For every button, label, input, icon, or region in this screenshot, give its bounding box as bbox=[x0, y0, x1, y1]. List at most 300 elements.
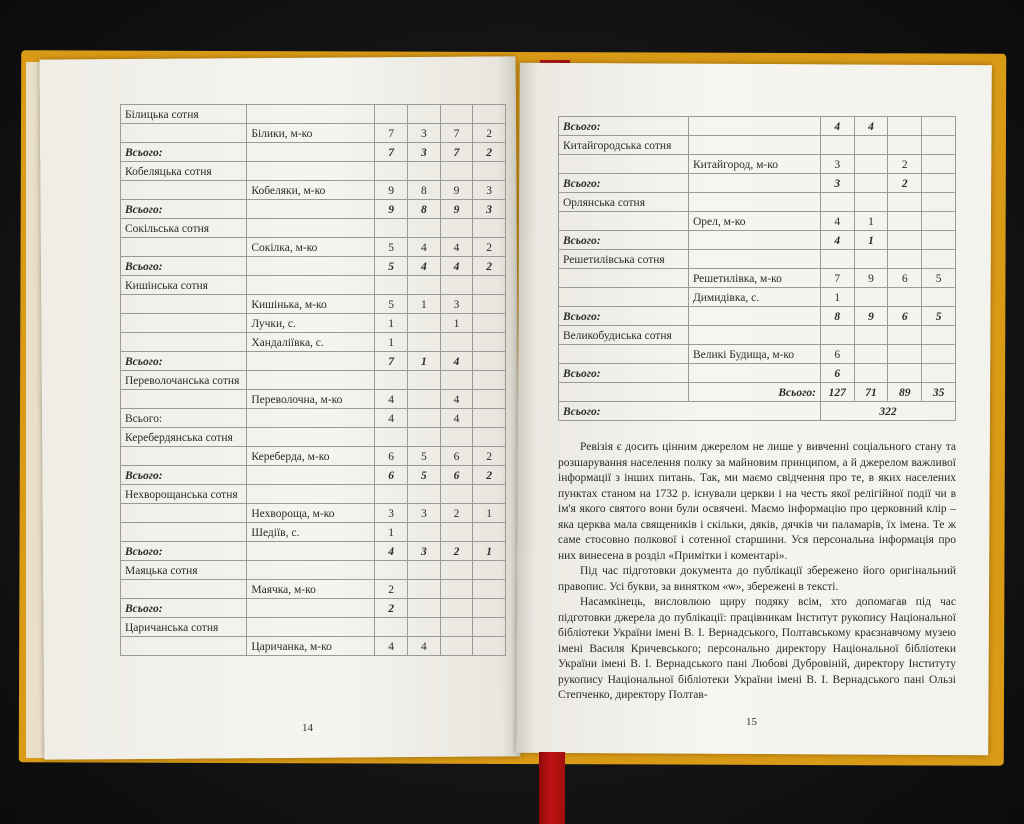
cell-count bbox=[375, 371, 408, 390]
cell-count: 4 bbox=[820, 212, 854, 231]
grand-total-value: 322 bbox=[820, 402, 955, 421]
cell-settlement bbox=[247, 200, 375, 219]
cell-company: Китайгородська сотня bbox=[559, 136, 689, 155]
cell-count bbox=[375, 162, 408, 181]
cell-count: 1 bbox=[854, 231, 888, 250]
cell-count bbox=[473, 618, 506, 637]
cell-settlement bbox=[247, 371, 375, 390]
table-row bbox=[559, 231, 956, 250]
cell-count bbox=[473, 599, 506, 618]
table-row bbox=[121, 409, 506, 428]
cell-count bbox=[888, 345, 922, 364]
right-page-text bbox=[558, 440, 956, 704]
cell-company: Всього: bbox=[559, 364, 689, 383]
cell-count bbox=[922, 155, 956, 174]
cell-count bbox=[440, 428, 473, 447]
paragraph: Під час підготовки документа до публікації збережено його оригінальний правопис. Усі букви, за винятком «ѡ», збережені в тексті. bbox=[558, 565, 956, 593]
cell-count: 1 bbox=[375, 314, 408, 333]
table-row bbox=[559, 174, 956, 193]
cell-count: 1 bbox=[473, 504, 506, 523]
cell-company bbox=[121, 580, 247, 599]
cell-count: 3 bbox=[408, 542, 441, 561]
cell-company bbox=[121, 314, 247, 333]
table-row bbox=[121, 504, 506, 523]
cell-company: Всього: bbox=[559, 117, 689, 136]
cell-count bbox=[473, 314, 506, 333]
table-row bbox=[121, 143, 506, 162]
cell-count: 6 bbox=[888, 269, 922, 288]
cell-settlement bbox=[688, 364, 820, 383]
cell-count bbox=[408, 485, 441, 504]
table-row bbox=[121, 637, 506, 656]
cell-count bbox=[922, 288, 956, 307]
cell-count: 9 bbox=[375, 181, 408, 200]
cell-company bbox=[559, 212, 689, 231]
cell-count bbox=[473, 428, 506, 447]
cell-count: 3 bbox=[473, 181, 506, 200]
cell-count: 6 bbox=[888, 307, 922, 326]
table-row bbox=[121, 238, 506, 257]
cell-company: Всього: bbox=[121, 200, 247, 219]
cell-count bbox=[375, 428, 408, 447]
cell-count: 2 bbox=[375, 580, 408, 599]
cell-settlement bbox=[247, 599, 375, 618]
cell-count: 5 bbox=[922, 307, 956, 326]
cell-count bbox=[888, 250, 922, 269]
cell-settlement: Китайгород, м-ко bbox=[688, 155, 820, 174]
table-row bbox=[121, 295, 506, 314]
table-row bbox=[559, 117, 956, 136]
cell-count bbox=[473, 105, 506, 124]
cell-company: Всього: bbox=[121, 599, 247, 618]
cell-company: Великобудиська сотня bbox=[559, 326, 689, 345]
cell-settlement bbox=[688, 136, 820, 155]
cell-count bbox=[473, 333, 506, 352]
cell-count bbox=[854, 155, 888, 174]
cell-count bbox=[922, 326, 956, 345]
cell-count bbox=[473, 276, 506, 295]
cell-settlement bbox=[247, 105, 375, 124]
cell-company: Кобеляцька сотня bbox=[121, 162, 247, 181]
cell-count: 7 bbox=[440, 124, 473, 143]
cell-company bbox=[121, 295, 247, 314]
cell-count: 4 bbox=[440, 390, 473, 409]
cell-count bbox=[440, 580, 473, 599]
cell-settlement bbox=[247, 428, 375, 447]
cell-count bbox=[888, 288, 922, 307]
cell-count: 4 bbox=[820, 231, 854, 250]
cell-company: Всього: bbox=[559, 174, 689, 193]
cell-company: Всього: bbox=[121, 409, 247, 428]
cell-count bbox=[408, 314, 441, 333]
cell-settlement: Великі Будища, м-ко bbox=[688, 345, 820, 364]
cell-count: 5 bbox=[375, 238, 408, 257]
cell-company bbox=[121, 238, 247, 257]
cell-count bbox=[408, 523, 441, 542]
cell-count bbox=[408, 561, 441, 580]
table-row bbox=[121, 314, 506, 333]
cell-count bbox=[473, 352, 506, 371]
cell-settlement bbox=[247, 219, 375, 238]
cell-count bbox=[854, 345, 888, 364]
cell-settlement: Кишінька, м-ко bbox=[247, 295, 375, 314]
table-row bbox=[559, 288, 956, 307]
cell-count bbox=[408, 390, 441, 409]
cell-settlement: Кереберда, м-ко bbox=[247, 447, 375, 466]
cell-settlement bbox=[688, 250, 820, 269]
cell-count: 71 bbox=[854, 383, 888, 402]
table-row bbox=[121, 561, 506, 580]
cell-settlement bbox=[247, 257, 375, 276]
table-row bbox=[121, 200, 506, 219]
cell-settlement: Решетилівка, м-ко bbox=[688, 269, 820, 288]
cell-count: 9 bbox=[854, 307, 888, 326]
cell-count bbox=[473, 295, 506, 314]
table-row bbox=[121, 580, 506, 599]
cell-count bbox=[375, 561, 408, 580]
table-row bbox=[559, 326, 956, 345]
cell-count bbox=[440, 276, 473, 295]
table-row bbox=[121, 542, 506, 561]
cell-company: Всього: bbox=[121, 352, 247, 371]
table-row bbox=[121, 466, 506, 485]
cell-count bbox=[408, 162, 441, 181]
cell-count bbox=[440, 637, 473, 656]
cell-count bbox=[375, 276, 408, 295]
cell-count bbox=[473, 390, 506, 409]
cell-count: 5 bbox=[375, 295, 408, 314]
cell-count: 1 bbox=[375, 523, 408, 542]
table-row bbox=[121, 485, 506, 504]
cell-count bbox=[854, 364, 888, 383]
table-row bbox=[121, 371, 506, 390]
cell-count bbox=[408, 409, 441, 428]
cell-count bbox=[922, 193, 956, 212]
cell-count: 4 bbox=[440, 257, 473, 276]
cell-count bbox=[854, 250, 888, 269]
cell-count: 2 bbox=[473, 257, 506, 276]
cell-settlement: Царичанка, м-ко bbox=[247, 637, 375, 656]
right-page-table bbox=[558, 116, 956, 421]
cell-company: Білицька сотня bbox=[121, 105, 247, 124]
cell-company: Нехворощанська сотня bbox=[121, 485, 247, 504]
cell-count: 7 bbox=[440, 143, 473, 162]
cell-count bbox=[473, 523, 506, 542]
cell-count: 8 bbox=[408, 181, 441, 200]
cell-count: 5 bbox=[408, 447, 441, 466]
cell-settlement bbox=[688, 307, 820, 326]
cell-count bbox=[854, 174, 888, 193]
cell-count: 9 bbox=[375, 200, 408, 219]
cell-count: 4 bbox=[820, 117, 854, 136]
cell-count bbox=[473, 371, 506, 390]
table-row bbox=[121, 124, 506, 143]
cell-settlement bbox=[247, 561, 375, 580]
cell-count: 4 bbox=[375, 637, 408, 656]
cell-count bbox=[888, 193, 922, 212]
cell-count: 4 bbox=[408, 257, 441, 276]
cell-count bbox=[820, 250, 854, 269]
cell-settlement bbox=[247, 162, 375, 181]
left-page-table bbox=[120, 104, 506, 656]
cell-count bbox=[473, 409, 506, 428]
cell-company: Орлянська сотня bbox=[559, 193, 689, 212]
cell-count: 3 bbox=[408, 504, 441, 523]
table-row bbox=[559, 136, 956, 155]
cell-settlement bbox=[247, 618, 375, 637]
cell-settlement bbox=[688, 117, 820, 136]
cell-count bbox=[440, 599, 473, 618]
table-row bbox=[559, 155, 956, 174]
cell-count: 2 bbox=[473, 447, 506, 466]
table-row bbox=[559, 193, 956, 212]
cell-count: 1 bbox=[408, 352, 441, 371]
cell-company bbox=[559, 288, 689, 307]
cell-company bbox=[121, 124, 247, 143]
cell-count bbox=[408, 428, 441, 447]
table-row bbox=[121, 523, 506, 542]
table-row bbox=[559, 364, 956, 383]
cell-company bbox=[121, 447, 247, 466]
cell-settlement bbox=[247, 466, 375, 485]
cell-count: 8 bbox=[820, 307, 854, 326]
cell-count bbox=[473, 561, 506, 580]
cell-count: 4 bbox=[854, 117, 888, 136]
cell-count: 7 bbox=[375, 352, 408, 371]
cell-count: 35 bbox=[922, 383, 956, 402]
cell-count: 1 bbox=[408, 295, 441, 314]
cell-count bbox=[854, 288, 888, 307]
cell-count: 4 bbox=[440, 409, 473, 428]
cell-count: 1 bbox=[820, 288, 854, 307]
cell-count bbox=[922, 250, 956, 269]
cell-count bbox=[922, 212, 956, 231]
cell-company: Всього: bbox=[559, 307, 689, 326]
table-row bbox=[121, 162, 506, 181]
table-row bbox=[121, 219, 506, 238]
cell-settlement bbox=[688, 326, 820, 345]
cell-count bbox=[820, 193, 854, 212]
cell-settlement bbox=[247, 542, 375, 561]
cell-settlement bbox=[247, 485, 375, 504]
cell-settlement: Білики, м-ко bbox=[247, 124, 375, 143]
cell-count bbox=[820, 326, 854, 345]
cell-count: 4 bbox=[375, 390, 408, 409]
cell-settlement: Шедіїв, с. bbox=[247, 523, 375, 542]
cell-count bbox=[440, 105, 473, 124]
cell-settlement bbox=[247, 143, 375, 162]
cell-count bbox=[888, 117, 922, 136]
cell-count bbox=[922, 136, 956, 155]
cell-count: 4 bbox=[375, 542, 408, 561]
cell-count bbox=[408, 105, 441, 124]
cell-company bbox=[121, 390, 247, 409]
cell-count: 5 bbox=[922, 269, 956, 288]
cell-count: 1 bbox=[473, 542, 506, 561]
cell-company: Решетилівська сотня bbox=[559, 250, 689, 269]
table-row bbox=[559, 307, 956, 326]
table-row bbox=[121, 333, 506, 352]
cell-company bbox=[121, 523, 247, 542]
cell-count: 2 bbox=[473, 124, 506, 143]
cell-company: Всього: bbox=[121, 466, 247, 485]
cell-count bbox=[888, 212, 922, 231]
cell-company bbox=[559, 345, 689, 364]
table-row bbox=[121, 390, 506, 409]
cell-settlement: Сокілка, м-ко bbox=[247, 238, 375, 257]
cell-count bbox=[440, 219, 473, 238]
table-row bbox=[559, 345, 956, 364]
table-row bbox=[121, 447, 506, 466]
cell-settlement bbox=[247, 409, 375, 428]
cell-settlement bbox=[688, 231, 820, 250]
cell-settlement bbox=[247, 276, 375, 295]
cell-settlement: Маячка, м-ко bbox=[247, 580, 375, 599]
cell-count: 1 bbox=[854, 212, 888, 231]
cell-count: 6 bbox=[820, 345, 854, 364]
cell-count bbox=[408, 371, 441, 390]
cell-count: 127 bbox=[820, 383, 854, 402]
table-row bbox=[121, 428, 506, 447]
cell-count bbox=[922, 117, 956, 136]
cell-company: Царичанська сотня bbox=[121, 618, 247, 637]
cell-count bbox=[473, 219, 506, 238]
cell-count: 3 bbox=[473, 200, 506, 219]
cell-settlement: Лучки, с. bbox=[247, 314, 375, 333]
table-row bbox=[559, 383, 956, 402]
cell-count bbox=[888, 326, 922, 345]
cell-count: 3 bbox=[820, 155, 854, 174]
cell-count bbox=[440, 523, 473, 542]
cell-company: Всього: bbox=[559, 231, 689, 250]
cell-count: 3 bbox=[820, 174, 854, 193]
cell-company: Кишінська сотня bbox=[121, 276, 247, 295]
cell-count: 2 bbox=[440, 542, 473, 561]
cell-count bbox=[922, 345, 956, 364]
cell-count bbox=[375, 105, 408, 124]
cell-count: 8 bbox=[408, 200, 441, 219]
table-row bbox=[559, 269, 956, 288]
cell-count bbox=[375, 618, 408, 637]
cell-count bbox=[922, 174, 956, 193]
cell-count bbox=[854, 326, 888, 345]
cell-company: Сокільська сотня bbox=[121, 219, 247, 238]
cell-company: Переволочанська сотня bbox=[121, 371, 247, 390]
cell-count: 2 bbox=[375, 599, 408, 618]
cell-count bbox=[473, 485, 506, 504]
cell-count bbox=[408, 618, 441, 637]
table-row bbox=[121, 105, 506, 124]
paragraph: Ревізія є досить цінним джерелом не лише у вивченні соціального стану та розшарування населення полку за майновим принципом, а й джерелом важливої інформації з інших питань. Так, ми маємо свідчення про те, в яких населених пунктах станом на 1732 р. існували церкви і на честь якої релігійної події чи в ім'я якого святого вони були освячені. Маємо інформацію про церковний клір – яка церква мала священиків і скільки, дяків, дячків чи паламарів, їх імена. Те ж саме стосовно полкової і сотенної старшини. Уся персональна інформація про них винесена в розділ «Примітки і коментарі». bbox=[558, 441, 956, 562]
cell-company bbox=[559, 155, 689, 174]
cell-company: Всього: bbox=[121, 542, 247, 561]
cell-count bbox=[473, 162, 506, 181]
cell-count: 7 bbox=[375, 124, 408, 143]
cell-count bbox=[408, 276, 441, 295]
cell-count bbox=[440, 561, 473, 580]
paragraph: Насамкінець, висловлюю щиру подяку всім, хто допомагав під час підготовки джерела до публікації: працівникам Інститут рукопису Національної бібліотеки України імені В. І. Вернадського, Полтавському краєзнавчому музею імені Василя Кричевського; персонально директору Національної бібліотеки України імені В. І. Вернадського пані Любові Дубровіній, директору Інституту рукопису Національної бібліотеки України імені В. І. Вернадського пані Ользі Степченко, директору Полтав- bbox=[558, 596, 956, 701]
cell-company bbox=[121, 333, 247, 352]
cell-settlement: Хандаліївка, с. bbox=[247, 333, 375, 352]
cell-count: 5 bbox=[375, 257, 408, 276]
cell-company bbox=[121, 181, 247, 200]
table-row bbox=[121, 257, 506, 276]
cell-count bbox=[473, 580, 506, 599]
cell-count: 6 bbox=[375, 447, 408, 466]
table-row bbox=[121, 618, 506, 637]
cell-count: 2 bbox=[440, 504, 473, 523]
cell-settlement: Орел, м-ко bbox=[688, 212, 820, 231]
cell-count bbox=[888, 364, 922, 383]
cell-company: Маяцька сотня bbox=[121, 561, 247, 580]
cell-count: 4 bbox=[408, 238, 441, 257]
table-row bbox=[559, 212, 956, 231]
cell-count: 9 bbox=[440, 200, 473, 219]
cell-count bbox=[408, 599, 441, 618]
cell-count: 1 bbox=[440, 314, 473, 333]
bookmark-ribbon bbox=[539, 752, 565, 824]
left-page-number: 14 bbox=[302, 722, 313, 734]
cell-count: 2 bbox=[888, 155, 922, 174]
table-row bbox=[121, 599, 506, 618]
cell-settlement: Димидівка, с. bbox=[688, 288, 820, 307]
cell-count bbox=[922, 364, 956, 383]
cell-settlement bbox=[247, 352, 375, 371]
cell-count bbox=[375, 485, 408, 504]
cell-count bbox=[440, 333, 473, 352]
cell-count bbox=[408, 219, 441, 238]
cell-count bbox=[854, 193, 888, 212]
cell-count: 4 bbox=[440, 352, 473, 371]
cell-count: 6 bbox=[375, 466, 408, 485]
table-row bbox=[121, 181, 506, 200]
cell-settlement bbox=[688, 174, 820, 193]
cell-count: 3 bbox=[408, 124, 441, 143]
cell-count: 4 bbox=[440, 238, 473, 257]
cell-company bbox=[121, 504, 247, 523]
cell-count: 3 bbox=[440, 295, 473, 314]
cell-count bbox=[440, 371, 473, 390]
cell-count bbox=[440, 162, 473, 181]
cell-count: 4 bbox=[408, 637, 441, 656]
cell-settlement: Переволочна, м-ко bbox=[247, 390, 375, 409]
cell-count: 9 bbox=[854, 269, 888, 288]
table-row bbox=[121, 276, 506, 295]
cell-count: 89 bbox=[888, 383, 922, 402]
cell-company: Всього: bbox=[121, 143, 247, 162]
cell-settlement: Кобеляки, м-ко bbox=[247, 181, 375, 200]
cell-company bbox=[121, 637, 247, 656]
cell-count: 2 bbox=[473, 466, 506, 485]
cell-count bbox=[473, 637, 506, 656]
cell-count bbox=[854, 136, 888, 155]
cell-count bbox=[408, 580, 441, 599]
cell-count bbox=[408, 333, 441, 352]
cell-count bbox=[375, 219, 408, 238]
table-row bbox=[121, 352, 506, 371]
cell-count: 7 bbox=[820, 269, 854, 288]
cell-count: 2 bbox=[473, 238, 506, 257]
cell-settlement: Нехвороща, м-ко bbox=[247, 504, 375, 523]
cell-count: 6 bbox=[820, 364, 854, 383]
cell-count: 7 bbox=[375, 143, 408, 162]
cell-company bbox=[559, 383, 689, 402]
cell-count bbox=[888, 231, 922, 250]
cell-count: 6 bbox=[440, 447, 473, 466]
cell-count bbox=[440, 485, 473, 504]
table-row bbox=[559, 250, 956, 269]
cell-count bbox=[820, 136, 854, 155]
